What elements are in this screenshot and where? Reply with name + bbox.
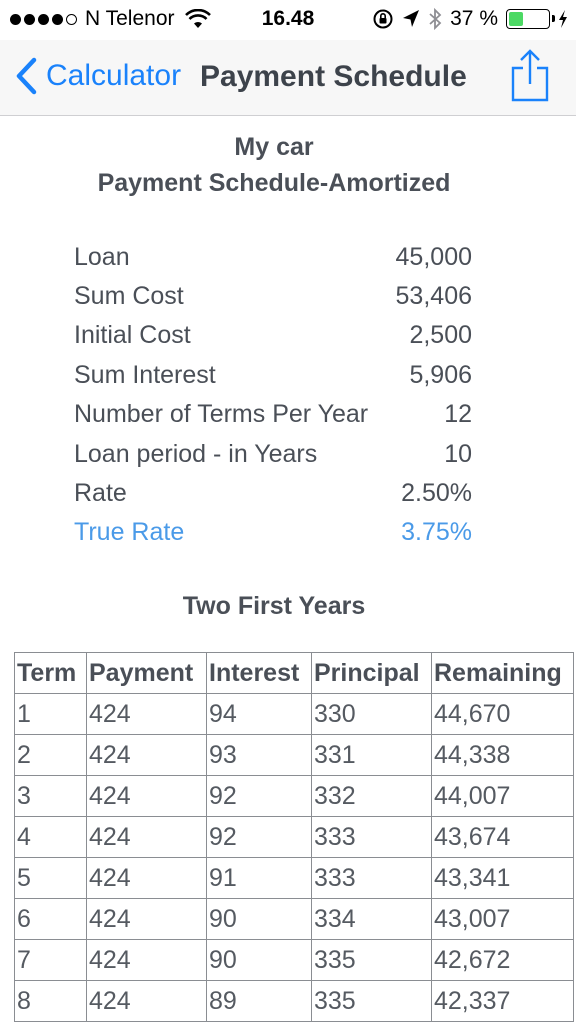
battery-fill (509, 12, 523, 26)
summary-row-terms-per-year (74, 400, 472, 436)
table-cell: 7 (15, 940, 87, 981)
table-cell: 89 (207, 981, 312, 1022)
table-cell: 44,007 (432, 776, 574, 817)
location-icon (402, 9, 420, 29)
table-cell: 3 (15, 776, 87, 817)
table-row (15, 981, 574, 1022)
summary-row-initial-cost (74, 321, 472, 357)
summary-label: Rate (74, 479, 127, 507)
document-title: My car (234, 133, 314, 161)
document-subtitle: Payment Schedule-Amortized (97, 169, 451, 197)
column-header-payment: Payment (87, 653, 207, 694)
table-cell: 424 (87, 817, 207, 858)
summary-value: 5,906 (409, 361, 472, 389)
table-cell: 333 (312, 817, 432, 858)
schedule-section-title: Two First Years (182, 592, 366, 620)
battery-nub (552, 15, 555, 22)
summary-value: 12 (444, 400, 472, 428)
table-cell: 334 (312, 899, 432, 940)
table-cell: 5 (15, 858, 87, 899)
navigation-bar (0, 40, 576, 116)
summary-label: Initial Cost (74, 321, 191, 349)
summary-row-loan-period (74, 440, 472, 476)
table-cell: 424 (87, 776, 207, 817)
summary-row-true-rate (74, 518, 472, 554)
summary-value: 2,500 (409, 321, 472, 349)
table-cell: 2 (15, 735, 87, 776)
column-header-principal: Principal (312, 653, 432, 694)
table-cell: 43,341 (432, 858, 574, 899)
battery-percent: 37 % (450, 7, 498, 30)
table-header-row (15, 653, 574, 694)
table-cell: 424 (87, 694, 207, 735)
payment-schedule-table (14, 652, 574, 1022)
status-time: 16.48 (261, 7, 315, 30)
summary-row-rate (74, 479, 472, 515)
summary-value: 2.50% (401, 479, 472, 507)
table-cell: 332 (312, 776, 432, 817)
table-cell: 93 (207, 735, 312, 776)
summary-label: Loan (74, 243, 130, 271)
status-bar (0, 0, 576, 40)
table-cell: 92 (207, 817, 312, 858)
summary-label: Sum Cost (74, 282, 184, 310)
table-row (15, 694, 574, 735)
page-title: Payment Schedule (200, 60, 467, 93)
chevron-left-icon (14, 57, 38, 95)
table-cell: 4 (15, 817, 87, 858)
table-cell: 424 (87, 899, 207, 940)
summary-row-loan (74, 243, 472, 279)
column-header-interest: Interest (207, 653, 312, 694)
table-row (15, 899, 574, 940)
orientation-lock-icon (372, 8, 394, 30)
summary-label: Sum Interest (74, 361, 216, 389)
column-header-remaining: Remaining (432, 653, 574, 694)
summary-value: 10 (444, 440, 472, 468)
table-cell: 42,337 (432, 981, 574, 1022)
summary-row-sum-interest (74, 361, 472, 397)
summary-label: Loan period - in Years (74, 440, 318, 468)
battery-icon (506, 9, 550, 29)
table-cell: 335 (312, 981, 432, 1022)
table-row (15, 817, 574, 858)
table-cell: 8 (15, 981, 87, 1022)
bluetooth-icon (428, 7, 442, 31)
table-cell: 91 (207, 858, 312, 899)
summary-row-sum-cost (74, 282, 472, 318)
summary-value: 53,406 (395, 282, 472, 310)
table-row (15, 776, 574, 817)
summary-label: Number of Terms Per Year (74, 400, 369, 428)
table-row (15, 858, 574, 899)
table-cell: 333 (312, 858, 432, 899)
charging-icon (558, 9, 568, 29)
table-cell: 424 (87, 981, 207, 1022)
table-cell: 331 (312, 735, 432, 776)
table-cell: 424 (87, 940, 207, 981)
table-cell: 92 (207, 776, 312, 817)
table-cell: 1 (15, 694, 87, 735)
table-cell: 43,674 (432, 817, 574, 858)
table-cell: 6 (15, 899, 87, 940)
summary-label: True Rate (74, 518, 185, 546)
table-cell: 94 (207, 694, 312, 735)
table-cell: 335 (312, 940, 432, 981)
summary-value: 3.75% (401, 518, 472, 546)
back-button-label: Calculator (46, 59, 182, 92)
table-cell: 43,007 (432, 899, 574, 940)
table-row (15, 940, 574, 981)
table-cell: 44,338 (432, 735, 574, 776)
table-cell: 90 (207, 899, 312, 940)
table-cell: 42,672 (432, 940, 574, 981)
table-cell: 44,670 (432, 694, 574, 735)
summary-value: 45,000 (395, 243, 472, 271)
table-cell: 90 (207, 940, 312, 981)
table-cell: 330 (312, 694, 432, 735)
status-right (372, 7, 568, 31)
column-header-term: Term (15, 653, 87, 694)
table-cell: 424 (87, 735, 207, 776)
table-cell: 424 (87, 858, 207, 899)
back-button[interactable] (14, 56, 181, 96)
carrier-name: N Telenor (85, 7, 175, 30)
share-icon[interactable] (509, 48, 551, 104)
table-row (15, 735, 574, 776)
